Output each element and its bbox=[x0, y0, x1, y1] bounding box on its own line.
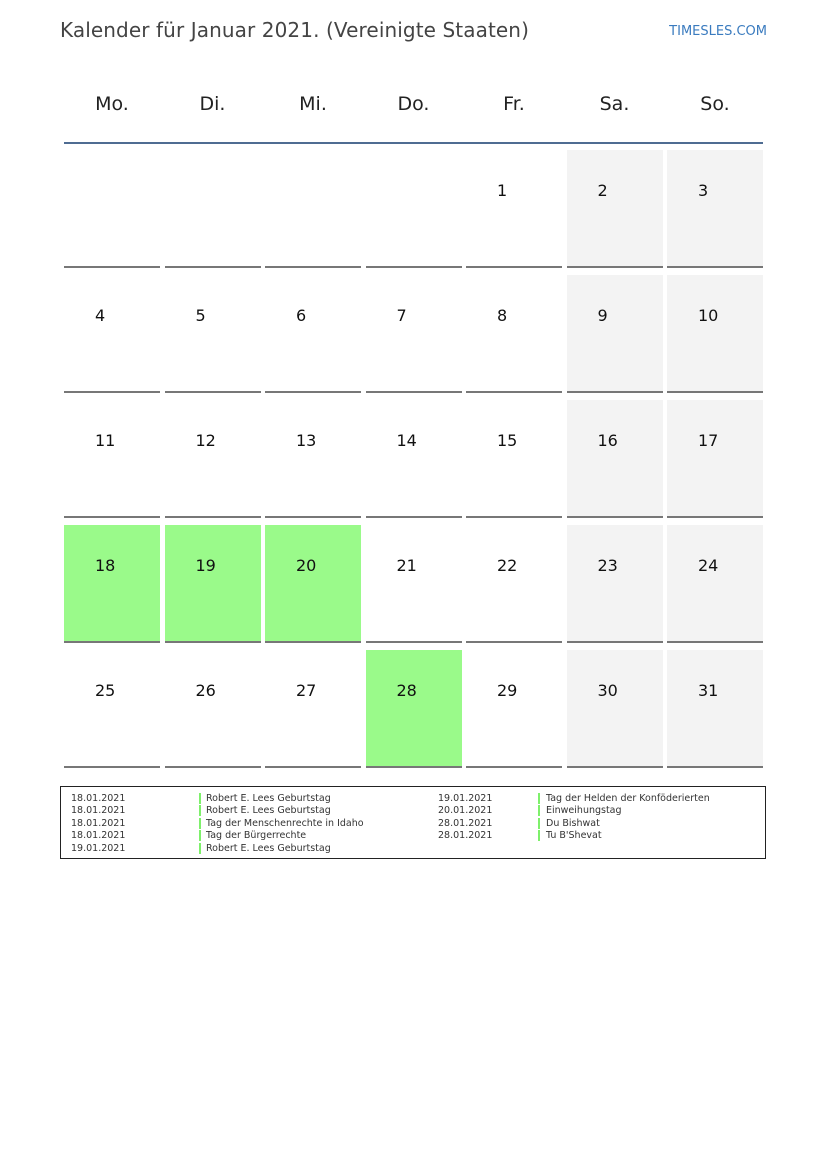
day-cell[interactable] bbox=[64, 650, 160, 768]
day-cell[interactable] bbox=[466, 525, 562, 643]
legend-holiday-name: Tag der Menschenrechte in Idaho bbox=[206, 817, 364, 829]
legend-color-marker bbox=[538, 793, 540, 804]
empty-day-cell bbox=[165, 150, 261, 268]
day-number: 27 bbox=[296, 681, 317, 700]
day-number: 22 bbox=[497, 556, 518, 575]
day-cell[interactable] bbox=[265, 525, 361, 643]
legend-holiday-name: Tag der Bürgerrechte bbox=[206, 830, 307, 842]
day-cell[interactable] bbox=[64, 525, 160, 643]
legend-holiday-name: Robert E. Lees Geburtstag bbox=[206, 805, 331, 817]
day-cell[interactable] bbox=[265, 275, 361, 393]
day-cell[interactable] bbox=[366, 525, 462, 643]
weekday-label: So. bbox=[700, 93, 730, 115]
weekday-label: Do. bbox=[397, 93, 430, 115]
legend-entry bbox=[438, 830, 738, 842]
day-number: 9 bbox=[597, 306, 608, 325]
weekday-label: Mi. bbox=[299, 93, 327, 115]
weekday-label: Sa. bbox=[599, 93, 630, 115]
legend-color-marker bbox=[199, 818, 201, 829]
day-cell[interactable] bbox=[265, 400, 361, 518]
day-number: 13 bbox=[296, 431, 317, 450]
legend-date: 19.01.2021 bbox=[438, 793, 493, 804]
day-cell[interactable] bbox=[366, 400, 462, 518]
weekday-label: Di. bbox=[199, 93, 226, 115]
weekday-header bbox=[64, 82, 763, 126]
day-cell[interactable] bbox=[567, 525, 663, 643]
brand-link[interactable]: TIMESLES.COM bbox=[669, 24, 767, 39]
legend-date: 18.01.2021 bbox=[71, 793, 126, 804]
day-number: 3 bbox=[698, 181, 709, 200]
day-cell[interactable] bbox=[64, 400, 160, 518]
legend-date: 20.01.2021 bbox=[438, 805, 493, 817]
weekday-label: Fr. bbox=[503, 93, 525, 115]
day-cell[interactable] bbox=[165, 525, 261, 643]
legend-color-marker bbox=[538, 805, 540, 816]
page-title: Kalender für Januar 2021. (Vereinigte Staaten) bbox=[60, 18, 529, 42]
day-cell[interactable] bbox=[265, 650, 361, 768]
day-number: 20 bbox=[296, 556, 317, 575]
day-cell[interactable] bbox=[165, 275, 261, 393]
day-number: 28 bbox=[396, 681, 417, 700]
legend-holiday-name: Du Bishwat bbox=[546, 817, 600, 829]
day-cell[interactable] bbox=[466, 150, 562, 268]
day-number: 7 bbox=[396, 306, 407, 325]
empty-day-cell bbox=[265, 150, 361, 268]
day-cell[interactable] bbox=[667, 525, 763, 643]
day-number: 11 bbox=[95, 431, 116, 450]
legend-holiday-name: Tag der Helden der Konföderierten bbox=[546, 793, 710, 804]
day-number: 25 bbox=[95, 681, 116, 700]
legend-entry bbox=[438, 805, 738, 817]
legend-color-marker bbox=[199, 793, 201, 804]
day-number: 26 bbox=[195, 681, 216, 700]
day-cell[interactable] bbox=[466, 400, 562, 518]
day-number: 4 bbox=[95, 306, 106, 325]
holiday-legend bbox=[60, 786, 766, 859]
day-number: 8 bbox=[497, 306, 508, 325]
day-number: 10 bbox=[698, 306, 719, 325]
day-number: 21 bbox=[396, 556, 417, 575]
weekday-label: Mo. bbox=[95, 93, 129, 115]
legend-color-marker bbox=[199, 830, 201, 841]
legend-holiday-name: Robert E. Lees Geburtstag bbox=[206, 793, 331, 804]
day-cell[interactable] bbox=[366, 275, 462, 393]
day-cell[interactable] bbox=[567, 650, 663, 768]
day-cell[interactable] bbox=[667, 150, 763, 268]
legend-holiday-name: Robert E. Lees Geburtstag bbox=[206, 842, 331, 854]
legend-entry bbox=[438, 793, 738, 805]
empty-day-cell bbox=[366, 150, 462, 268]
day-cell[interactable] bbox=[667, 650, 763, 768]
legend-date: 28.01.2021 bbox=[438, 830, 493, 842]
day-number: 1 bbox=[497, 181, 508, 200]
day-number: 23 bbox=[597, 556, 618, 575]
day-cell[interactable] bbox=[567, 150, 663, 268]
legend-entry bbox=[438, 818, 738, 830]
legend-entry bbox=[71, 830, 371, 842]
legend-entry bbox=[71, 793, 371, 805]
header-divider bbox=[64, 142, 763, 144]
day-number: 30 bbox=[597, 681, 618, 700]
day-cell[interactable] bbox=[567, 400, 663, 518]
day-number: 24 bbox=[698, 556, 719, 575]
day-number: 2 bbox=[597, 181, 608, 200]
day-number: 15 bbox=[497, 431, 518, 450]
day-cell[interactable] bbox=[165, 400, 261, 518]
legend-date: 18.01.2021 bbox=[71, 817, 126, 829]
legend-color-marker bbox=[199, 843, 201, 854]
legend-date: 28.01.2021 bbox=[438, 817, 493, 829]
legend-color-marker bbox=[199, 805, 201, 816]
legend-holiday-name: Einweihungstag bbox=[546, 805, 622, 817]
legend-color-marker bbox=[538, 818, 540, 829]
day-number: 14 bbox=[396, 431, 417, 450]
day-number: 12 bbox=[195, 431, 216, 450]
day-number: 17 bbox=[698, 431, 719, 450]
legend-holiday-name: Tu B'Shevat bbox=[546, 830, 602, 842]
legend-entry bbox=[71, 805, 371, 817]
legend-entry bbox=[71, 818, 371, 830]
empty-day-cell bbox=[64, 150, 160, 268]
legend-color-marker bbox=[538, 830, 540, 841]
day-number: 6 bbox=[296, 306, 307, 325]
day-cell[interactable] bbox=[366, 650, 462, 768]
legend-date: 18.01.2021 bbox=[71, 805, 126, 817]
day-number: 18 bbox=[95, 556, 116, 575]
day-number: 31 bbox=[698, 681, 719, 700]
day-number: 19 bbox=[195, 556, 216, 575]
day-number: 5 bbox=[195, 306, 206, 325]
day-cell[interactable] bbox=[165, 650, 261, 768]
day-cell[interactable] bbox=[667, 400, 763, 518]
day-cell[interactable] bbox=[466, 650, 562, 768]
day-number: 29 bbox=[497, 681, 518, 700]
legend-entry bbox=[71, 843, 371, 855]
day-cell[interactable] bbox=[466, 275, 562, 393]
day-cell[interactable] bbox=[667, 275, 763, 393]
day-cell[interactable] bbox=[567, 275, 663, 393]
day-number: 16 bbox=[597, 431, 618, 450]
legend-date: 18.01.2021 bbox=[71, 830, 126, 842]
day-cell[interactable] bbox=[64, 275, 160, 393]
legend-date: 19.01.2021 bbox=[71, 842, 126, 854]
